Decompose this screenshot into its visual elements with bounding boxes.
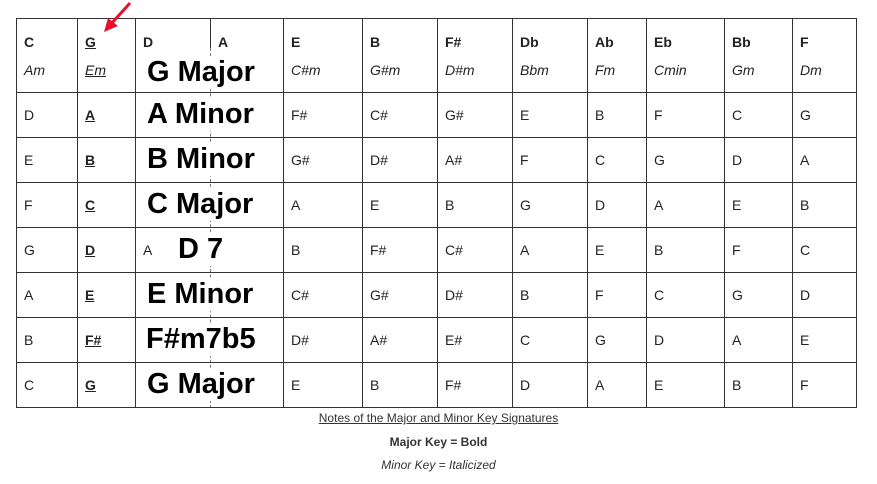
table-row-line	[16, 227, 856, 228]
table-cell: D	[24, 107, 35, 123]
table-cell: F	[800, 377, 809, 393]
header-minor-key: Bbm	[520, 62, 549, 78]
table-column-line	[856, 18, 857, 408]
table-cell: C	[732, 107, 743, 123]
table-column-line	[362, 18, 363, 408]
table-cell: D#	[445, 287, 463, 303]
table-cell: A	[143, 242, 153, 258]
table-column-line	[135, 18, 136, 408]
table-cell: C	[654, 287, 665, 303]
table-row-line	[16, 182, 856, 183]
chord-overlay-label: G Major	[147, 56, 255, 88]
table-cell: B	[24, 332, 34, 348]
table-column-line	[792, 18, 793, 408]
chord-overlay-label: D 7	[178, 233, 224, 265]
header-minor-key: Gm	[732, 62, 755, 78]
table-caption-title: Notes of the Major and Minor Key Signatures	[318, 411, 559, 425]
table-column-line	[16, 18, 17, 408]
table-cell: E	[654, 377, 664, 393]
table-cell: E	[24, 152, 34, 168]
header-major-key: Eb	[654, 34, 672, 50]
table-row-line	[16, 362, 856, 363]
table-cell: E	[800, 332, 810, 348]
table-cell: F	[520, 152, 529, 168]
table-row-line	[16, 272, 856, 273]
header-major-key: B	[370, 34, 381, 50]
table-cell: B	[370, 377, 380, 393]
table-cell: D	[800, 287, 811, 303]
table-cell: B	[520, 287, 530, 303]
key-signature-table	[16, 18, 856, 408]
table-cell: F	[732, 242, 741, 258]
chord-overlay-label: B Minor	[147, 143, 255, 175]
table-cell: D	[654, 332, 665, 348]
chord-overlay-label: C Major	[147, 188, 254, 220]
table-cell: E	[291, 377, 301, 393]
table-cell: B	[445, 197, 455, 213]
table-cell: A	[291, 197, 301, 213]
table-column-line	[512, 18, 513, 408]
header-major-key: A	[218, 34, 229, 50]
header-minor-key: G#m	[370, 62, 401, 78]
header-minor-key: Fm	[595, 62, 616, 78]
table-cell: F	[24, 197, 33, 213]
table-row-line	[16, 317, 856, 318]
table-cell: A	[654, 197, 664, 213]
table-cell: D#	[291, 332, 309, 348]
table-cell: E	[370, 197, 380, 213]
table-cell: A	[520, 242, 530, 258]
table-cell: B	[800, 197, 810, 213]
table-caption-major: Major Key = Bold	[389, 435, 488, 449]
table-cell: G#	[370, 287, 389, 303]
table-row-line	[16, 407, 856, 408]
table-cell: C	[520, 332, 531, 348]
table-cell: G	[732, 287, 743, 303]
table-cell: A	[85, 107, 96, 123]
header-major-key: Ab	[595, 34, 614, 50]
header-minor-key: C#m	[291, 62, 321, 78]
table-column-line	[210, 18, 211, 48]
chord-overlay-label: F#m7b5	[146, 323, 256, 355]
table-cell: F#	[445, 377, 462, 393]
header-major-key: E	[291, 34, 301, 50]
header-minor-key: D#m	[445, 62, 475, 78]
table-cell: C#	[445, 242, 463, 258]
table-cell: F#	[85, 332, 102, 348]
table-caption-minor: Minor Key = Italicized	[381, 458, 496, 472]
table-cell: F#	[370, 242, 387, 258]
table-cell: G	[520, 197, 531, 213]
table-cell: B	[291, 242, 301, 258]
table-cell: C#	[291, 287, 309, 303]
table-cell: C	[800, 242, 811, 258]
chord-overlay-label: G Major	[147, 368, 255, 400]
table-cell: G#	[291, 152, 310, 168]
header-minor-key: Cmin	[654, 62, 687, 78]
table-column-line	[437, 18, 438, 408]
table-cell: B	[595, 107, 605, 123]
header-major-key: Db	[520, 34, 539, 50]
table-cell: E	[732, 197, 742, 213]
table-cell: C	[85, 197, 96, 213]
table-cell: A	[595, 377, 605, 393]
table-cell: G	[800, 107, 811, 123]
table-column-line	[724, 18, 725, 408]
table-cell: G	[595, 332, 606, 348]
table-cell: C#	[370, 107, 388, 123]
table-cell: F	[654, 107, 663, 123]
header-major-key: F#	[445, 34, 462, 50]
table-cell: B	[654, 242, 664, 258]
table-cell: A#	[445, 152, 463, 168]
table-cell: E	[520, 107, 530, 123]
header-minor-key: Am	[24, 62, 45, 78]
table-cell: A#	[370, 332, 388, 348]
chord-overlay-label: E Minor	[147, 278, 254, 310]
header-major-key: C	[24, 34, 35, 50]
table-cell: G	[85, 377, 96, 393]
table-cell: F	[595, 287, 604, 303]
table-cell: D	[595, 197, 606, 213]
table-cell: G#	[445, 107, 464, 123]
table-cell: A	[24, 287, 34, 303]
table-row-line	[16, 92, 856, 93]
table-cell: D	[732, 152, 743, 168]
table-cell: E	[85, 287, 95, 303]
table-column-line	[77, 18, 78, 408]
table-cell: C	[24, 377, 35, 393]
table-cell: G	[24, 242, 35, 258]
header-major-key: G	[85, 34, 96, 50]
table-column-line	[587, 18, 588, 408]
table-cell: E#	[445, 332, 463, 348]
header-minor-key: Dm	[800, 62, 822, 78]
table-row-line	[16, 18, 856, 19]
table-cell: C	[595, 152, 606, 168]
table-cell: E	[595, 242, 605, 258]
table-column-line	[646, 18, 647, 408]
table-row-line	[16, 137, 856, 138]
table-cell: B	[732, 377, 742, 393]
chord-overlay-label: A Minor	[147, 98, 254, 130]
table-cell: D	[520, 377, 531, 393]
table-cell: F#	[291, 107, 308, 123]
red-arrow-icon	[100, 0, 136, 34]
table-cell: B	[85, 152, 96, 168]
table-cell: D#	[370, 152, 388, 168]
table-column-line	[283, 18, 284, 408]
table-cell: A	[800, 152, 810, 168]
table-cell: D	[85, 242, 96, 258]
table-cell: A	[732, 332, 742, 348]
table-cell: G	[654, 152, 665, 168]
header-minor-key: Em	[85, 62, 106, 78]
header-major-key: F	[800, 34, 809, 50]
header-major-key: Bb	[732, 34, 751, 50]
header-major-key: D	[143, 34, 154, 50]
